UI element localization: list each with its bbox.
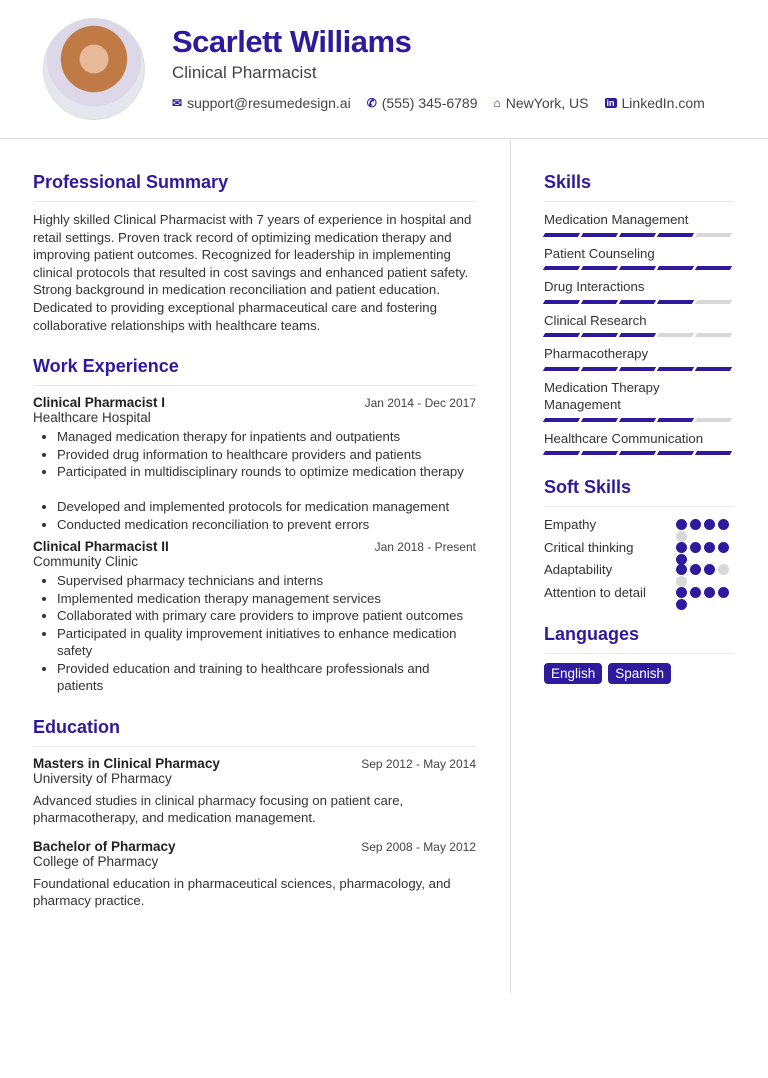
rating-bar [619,418,656,422]
soft-skill-rating [676,539,734,557]
rating-bar [543,367,580,371]
job-bullet: • Managed medication therapy for inpatients and outpatients [57,428,476,446]
skill-item [544,278,734,304]
summary-section [33,172,476,334]
job-employer: Community Clinic [33,554,139,570]
contact-location [494,95,589,111]
soft-skills-section [544,477,734,602]
rating-bar [695,300,732,304]
rating-bar [695,333,732,337]
section-heading: Skills [544,172,734,202]
job-bullet: • Supervised pharmacy technicians and interns [57,572,476,590]
skill-rating [544,233,734,237]
rating-dot [704,542,715,553]
home-icon: ⌂ [493,96,501,110]
job-bullets [33,572,476,695]
candidate-title: Clinical Pharmacist [172,63,317,82]
rating-bar [657,300,694,304]
linkedin-icon: in [606,98,615,108]
rating-dot [718,542,729,553]
school: College of Pharmacy [33,853,159,869]
skill-name: Healthcare Communication [544,430,704,446]
skill-rating [544,418,734,422]
rating-dot [704,564,715,575]
rating-bar [581,333,618,337]
skill-name: Medication Therapy Management [544,379,660,412]
bullet-spacer [57,481,476,499]
job-bullet: • Implemented medication therapy management services [57,590,476,608]
rating-bar [695,367,732,371]
rating-bar [695,266,732,270]
contact-list [172,95,705,111]
job-header [33,395,476,410]
rating-dot [718,587,729,598]
education-dates: Sep 2008 - May 2012 [361,839,476,854]
skill-item [544,430,734,456]
rating-bar [581,233,618,237]
job-header [33,539,476,554]
rating-dot [704,587,715,598]
skill-rating [544,266,734,270]
rating-dot [690,519,701,530]
rating-bar [581,300,618,304]
rating-bar [581,367,618,371]
skills-section [544,172,734,455]
rating-bar [543,266,580,270]
rating-bar [619,451,656,455]
education-entry [33,756,476,827]
rating-bar [619,233,656,237]
job-bullet: • Conducted medication reconciliation to prevent errors [57,516,476,534]
resume-header [0,0,768,139]
languages-section [544,624,734,684]
skill-rating [544,367,734,371]
summary-text: Highly skilled Clinical Pharmacist with 7 years of experience in hospital and retail settings. Proven track record of optimizing medication therapy and improving patient outcomes. Recognized for leadership in implementing clinical protocols that resulted in cost savings and enhanced patient safety. Strong background in medication reconciliation and patient education. Dedicated to providing exceptional pharmaceutical care and fostering collaborative relationships with healthcare teams. [33,212,472,333]
skill-name: Clinical Research [544,312,647,328]
phone-text: (555) 345-6789 [381,95,478,111]
rating-bar [695,451,732,455]
main-column [33,172,476,932]
location-text: NewYork, US [505,95,589,111]
job-bullet: • Provided drug information to healthcare providers and patients [57,446,476,464]
education-section [33,717,476,910]
rating-bar [543,333,580,337]
section-heading: Professional Summary [33,172,476,202]
rating-dot [676,542,687,553]
job-bullets [33,428,476,533]
soft-skill-item [544,516,734,534]
job-employer: Healthcare Hospital [33,410,151,426]
skill-item [544,345,734,371]
rating-bar [543,418,580,422]
skill-item [544,312,734,338]
contact-phone[interactable] [367,95,478,111]
soft-skill-name: Attention to detail [544,584,646,600]
job-title: Clinical Pharmacist I [33,395,166,411]
rating-bar [543,451,580,455]
rating-dot [718,564,729,575]
soft-skill-rating [676,561,734,579]
degree: Bachelor of Pharmacy [33,838,176,854]
job-bullet: • Developed and implemented protocols for medication management [57,498,476,516]
rating-bar [619,333,656,337]
skill-name: Drug Interactions [544,279,645,294]
job-bullet: • Collaborated with primary care providers to improve patient outcomes [57,607,476,625]
soft-skill-name: Empathy [544,517,597,532]
education-entry [33,839,476,910]
section-heading: Languages [544,624,734,654]
rating-dot [676,599,687,610]
phone-icon: ✆ [366,96,377,110]
section-heading: Soft Skills [544,477,734,507]
rating-dot [676,519,687,530]
side-column [544,172,734,706]
contact-linkedin[interactable] [605,95,705,111]
profile-photo [43,18,145,120]
rating-bar [543,233,580,237]
soft-skill-name: Critical thinking [544,539,634,555]
job-bullet: • Participated in multidisciplinary rounds to optimize medication therapy [57,463,476,481]
rating-dot [690,564,701,575]
soft-skill-rating [676,516,734,534]
skill-name: Patient Counseling [544,245,655,261]
skill-item [544,245,734,271]
job-title: Clinical Pharmacist II [33,539,169,555]
rating-dot [676,587,687,598]
rating-bar [657,451,694,455]
rating-bar [619,300,656,304]
soft-skill-name: Adaptability [544,562,613,577]
education-description: Foundational education in pharmaceutical sciences, pharmacology, and pharmacy practice. [33,875,451,909]
email-text: support@resumedesign.ai [187,95,351,111]
job-bullet: • Participated in quality improvement initiatives to enhance medication safety [57,625,476,660]
soft-skill-item [544,539,734,557]
section-heading: Work Experience [33,356,476,386]
skill-item [544,211,734,237]
rating-bar [543,300,580,304]
education-header [33,756,476,771]
skill-rating [544,451,734,455]
job-dates: Jan 2018 - Present [374,540,476,555]
rating-dot [676,564,687,575]
linkedin-text: LinkedIn.com [621,95,705,111]
rating-bar [581,266,618,270]
skill-name: Pharmacotherapy [544,346,649,361]
skill-rating [544,300,734,304]
rating-dot [718,519,729,530]
language-badge: English [544,663,602,684]
job-dates: Jan 2014 - Dec 2017 [364,396,476,411]
contact-email[interactable] [172,95,351,111]
soft-skill-item [544,584,734,602]
envelope-icon: ✉ [172,96,183,110]
rating-bar [581,451,618,455]
language-badge: Spanish [608,663,671,684]
rating-bar [657,333,694,337]
skill-name: Medication Management [544,212,689,227]
skill-item [544,379,734,422]
job-entry [33,539,476,695]
column-divider [510,140,511,993]
rating-bar [581,418,618,422]
section-heading: Education [33,717,476,747]
rating-bar [695,233,732,237]
rating-bar [657,367,694,371]
rating-bar [657,418,694,422]
soft-skill-rating [676,584,734,602]
rating-dot [704,519,715,530]
education-description: Advanced studies in clinical pharmacy focusing on patient care, pharmacotherapy, and medication management. [33,792,404,826]
rating-bar [619,367,656,371]
rating-bar [695,418,732,422]
rating-bar [657,266,694,270]
education-dates: Sep 2012 - May 2014 [361,756,476,771]
skill-rating [544,333,734,337]
candidate-name: Scarlett Williams [172,24,412,59]
job-bullet: • Provided education and training to healthcare professionals and patients [57,660,476,695]
rating-dot [690,542,701,553]
experience-section [33,356,476,695]
job-entry [33,395,476,533]
degree: Masters in Clinical Pharmacy [33,755,220,771]
rating-bar [657,233,694,237]
rating-dot [690,587,701,598]
school: University of Pharmacy [33,770,172,786]
soft-skill-item [544,561,734,579]
rating-bar [619,266,656,270]
education-header [33,839,476,854]
